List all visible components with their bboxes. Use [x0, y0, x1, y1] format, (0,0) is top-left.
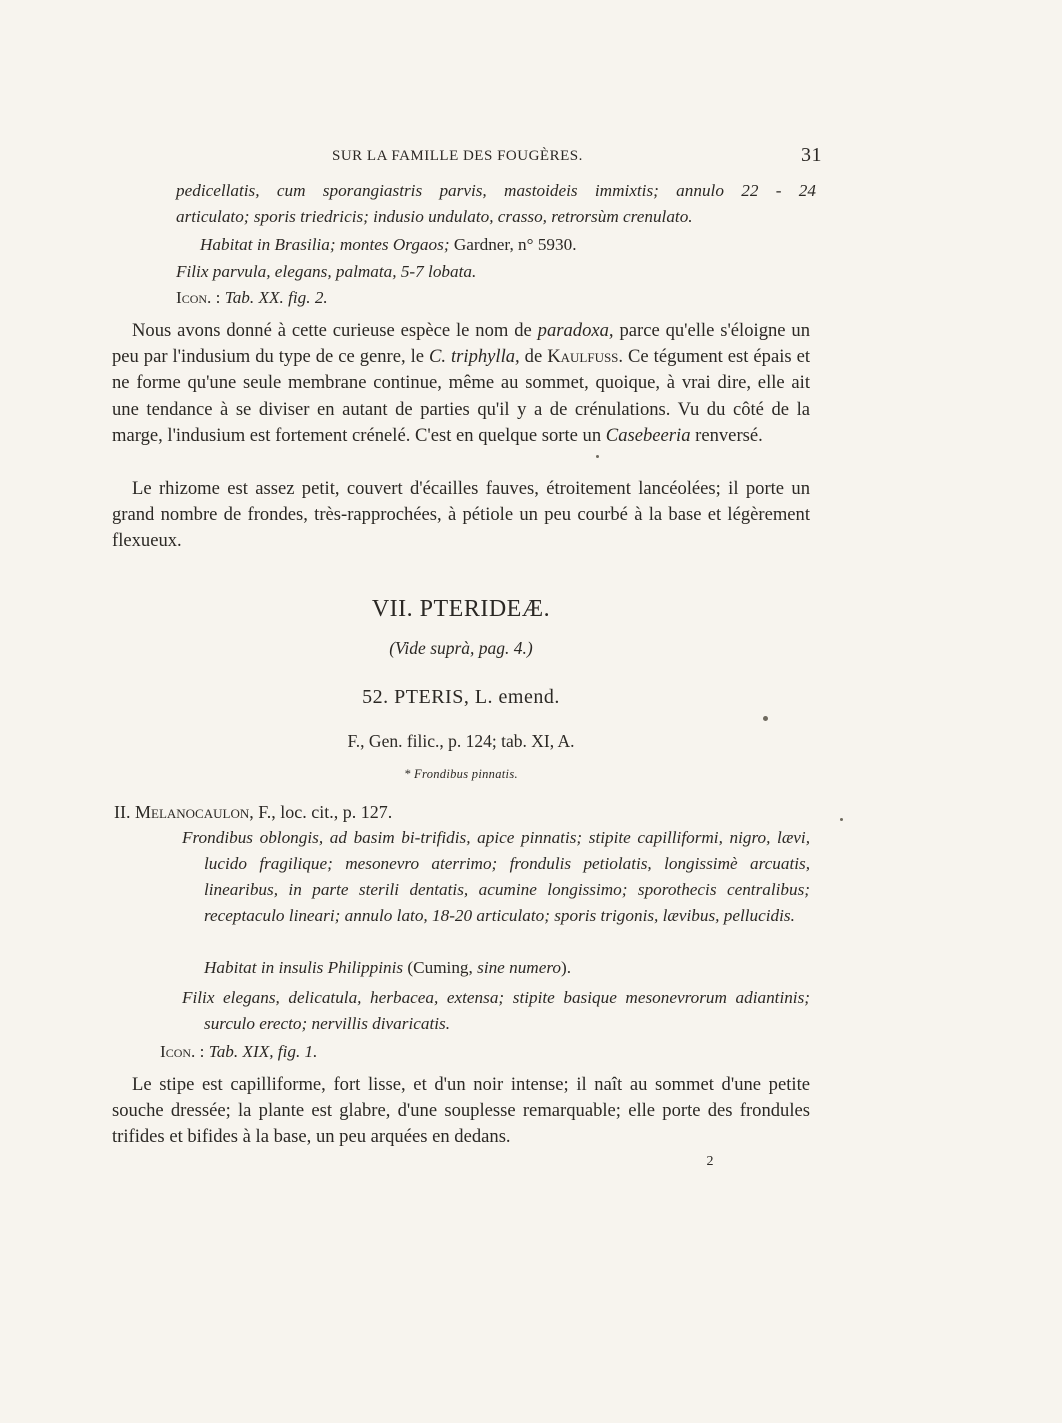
description	[160, 825, 810, 929]
paragraph-2: Le rhizome est assez petit, couvert d'écailles fauves, étroitement lancéolées; il porte un grand nombre de frondes, très-rapprochées, à pétiole un peu courbé à la base et légèrement flexueux.	[112, 478, 810, 552]
icon-1-sep: :	[211, 288, 225, 307]
paragraph-3: Le stipe est capilliforme, fort lisse, et d'un noir intense; il naît au sommet d'une petite souche dressée; la plante est glabre, d'une souplesse remarquable; elle porte des frondules trifides et bifides à la base, un peu arquées en dedans.	[112, 1074, 810, 1148]
habitat-2-sine: sine numero	[477, 958, 561, 977]
ink-spot	[840, 818, 843, 821]
latin-line-1: pedicellatis, cum sporangiastris parvis, mastoideis immixtis; annulo 22 - 24	[176, 181, 816, 200]
ink-spot	[596, 455, 599, 458]
subsection-ref: , F., loc. cit., p. 127.	[249, 802, 393, 822]
latin-line-2: articulato; sporis triedricis; indusio undulato, crasso, retrorsùm crenulato.	[176, 207, 693, 226]
icon-2-ref: Tab. XIX, fig. 1.	[208, 1042, 318, 1061]
icon-2-sep: :	[195, 1042, 209, 1061]
subsection-number: II.	[114, 802, 131, 822]
signature-mark: 2	[706, 1154, 714, 1169]
p1-c: parce qu'elle s'éloigne un peu par l'indusium du type de ce genre, le	[112, 320, 811, 368]
icon-2-label: Icon.	[160, 1042, 196, 1061]
latin-continuation	[176, 178, 816, 230]
genus-reference: F., Gen. filic., p. 124; tab. XI, A.	[347, 731, 575, 751]
p1-a: Nous avons donné à cette curieuse espèce le nom de	[132, 320, 538, 341]
habitat-2-end: ).	[560, 958, 572, 977]
group-label: * Frondibus pinnatis.	[404, 767, 518, 781]
p1-i: renversé.	[690, 424, 763, 446]
icon-1-label: Icon.	[176, 288, 212, 307]
habitat-1	[200, 232, 820, 258]
p1-author: Kaulfuss	[547, 346, 619, 368]
filix-2: Filix elegans, delicatula, herbacea, extensa; stipite basique mesonevrorum adiantinis; surculo erecto; nervillis divaricatis.	[182, 988, 810, 1033]
paragraph-1	[112, 318, 810, 449]
habitat-2-italic: Habitat in insulis Philippinis	[204, 958, 404, 977]
habitat-2	[204, 955, 814, 981]
p1-b: paradoxa,	[537, 320, 614, 341]
section-heading: VII. PTERIDEÆ.	[371, 596, 551, 622]
ink-spot	[763, 716, 768, 721]
section-subheading: (Vide suprà, pag. 4.)	[389, 638, 533, 658]
subsection-name: Melanocaulon	[135, 802, 250, 822]
description-latin: Frondibus oblongis, ad basim bi-trifidis, apice pinnatis; stipite capilliformi, nigro, lævi, lucido fragilique; mesonevro aterrimo; frondulis petiolatis, longissimè arcuatis, linearibus, in parte sterili dentatis, acumine longissimo; sporothecis centralibus; receptaculo lineari; annulo lato, 18-20 articulato; sporis trigonis, lævibus, pellucidis.	[182, 828, 810, 925]
subsection-line	[114, 799, 812, 825]
p1-g: . Ce tégument est épais et ne forme qu'une seule membrane continue, même au sommet, quoique, à vrai dire, elle ait une tendance à se diviser en autant de parties qu'il y a de crénulations. Vu du côté de la marge, l'indusium est fortement crénelé. C'est en quelque sorte un	[112, 346, 810, 446]
page-number: 31	[801, 144, 822, 166]
p1-h: Casebeeria	[605, 424, 691, 446]
habitat-2-collector: (Cuming,	[403, 958, 478, 977]
p1-d: C. triphylla,	[429, 346, 520, 368]
genus-heading: 52. PTERIS, L. emend.	[362, 686, 560, 708]
icon-2	[160, 1039, 800, 1065]
habitat-1-italic: Habitat in Brasilia; montes Orgaos;	[200, 235, 450, 254]
habitat-1-collector: Gardner, n° 5930.	[449, 235, 577, 254]
running-title: SUR LA FAMILLE DES FOUGÈRES.	[332, 148, 583, 164]
icon-1	[176, 285, 816, 311]
icon-1-ref: Tab. XX. fig. 2.	[224, 288, 328, 307]
filix-2-block	[160, 985, 810, 1037]
filix-1: Filix parvula, elegans, palmata, 5-7 lobata.	[176, 262, 477, 281]
p1-e: de	[519, 346, 548, 368]
